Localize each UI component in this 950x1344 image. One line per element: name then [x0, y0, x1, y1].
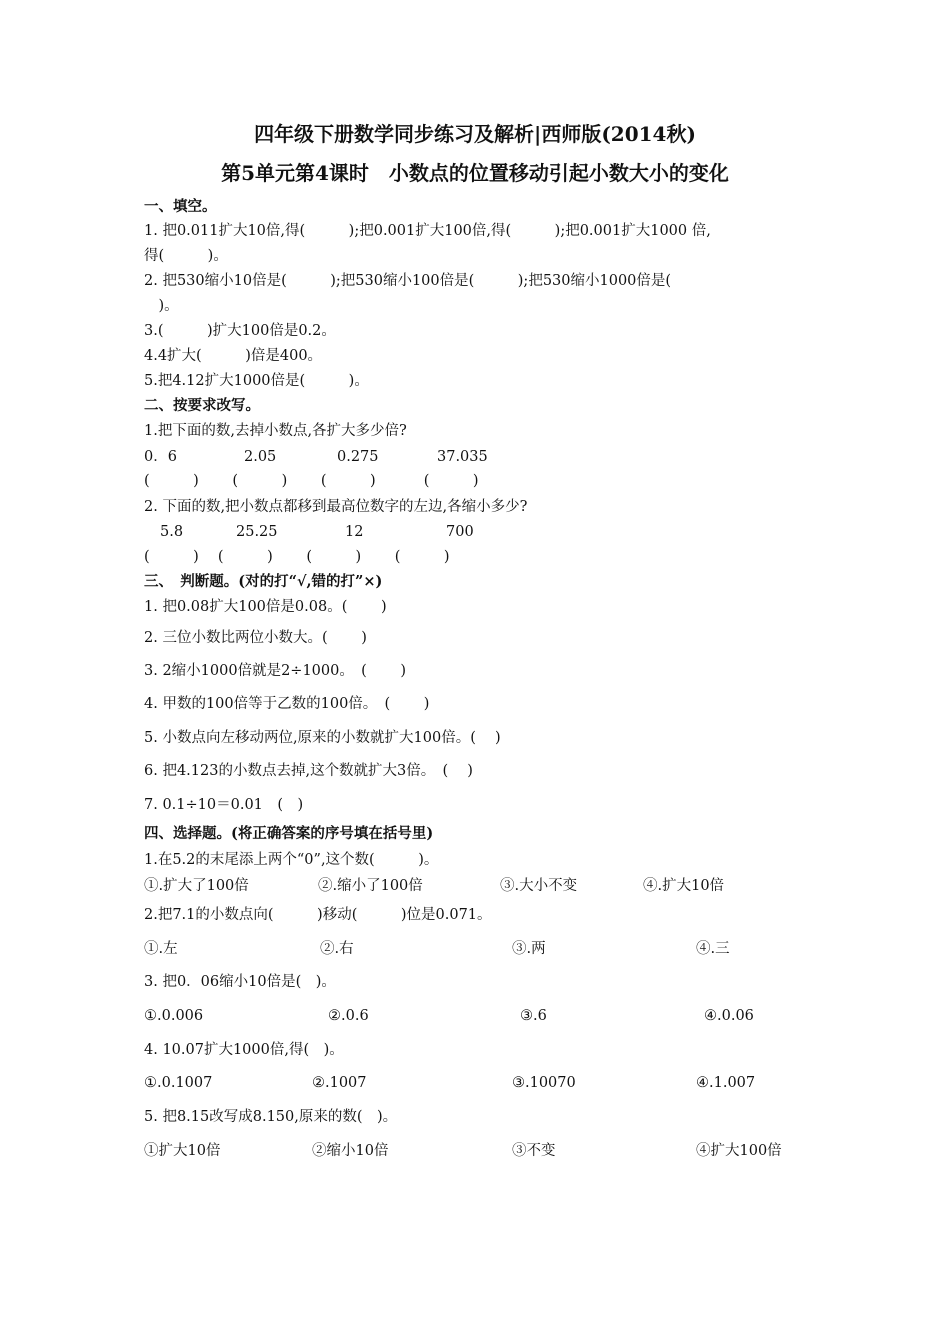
section-heading-1: 一、填空。: [144, 198, 217, 215]
judgement-item: 5. 小数点向左移动两位,原来的小数就扩大100倍。( ): [144, 730, 501, 746]
page-title: 四年级下册数学同步练习及解析|西师版(2014秋): [254, 122, 696, 146]
question-text: 1.把下面的数,去掉小数点,各扩大多少倍?: [144, 423, 407, 439]
option-4: ④.三: [696, 941, 730, 957]
judgement-item: 4. 甲数的100倍等于乙数的100倍。 ( ): [144, 696, 430, 712]
section-heading-3: 三、 判断题。(对的打“√,错的打”×): [144, 573, 383, 590]
judgement-item: 6. 把4.123的小数点去掉,这个数就扩大3倍。 ( ): [144, 763, 473, 779]
question-text: 得( )。: [144, 248, 228, 264]
question-text: 2.把7.1的小数点向( )移动( )位是0.071。: [144, 907, 492, 923]
question-text: 4. 10.07扩大1000倍,得( )。: [144, 1042, 344, 1058]
option-1: ①扩大10倍: [144, 1143, 221, 1159]
number-item: 700: [446, 524, 474, 540]
question-text: 3.( )扩大100倍是0.2。: [144, 323, 336, 339]
question-text: 2. 下面的数,把小数点都移到最高位数字的左边,各缩小多少?: [144, 499, 528, 515]
judgement-item: 1. 把0.08扩大100倍是0.08。( ): [144, 599, 387, 615]
option-1: ①.左: [144, 941, 178, 957]
option-2: ②.右: [320, 941, 354, 957]
question-text: 5. 把8.15改写成8.150,原来的数( )。: [144, 1109, 398, 1125]
question-text: 4.4扩大( )倍是400。: [144, 348, 323, 364]
question-text: 5.把4.12扩大1000倍是( )。: [144, 373, 369, 389]
number-item: 5.8: [160, 524, 184, 540]
question-text: )。: [144, 298, 179, 314]
option-2: ②.缩小了100倍: [318, 878, 423, 894]
option-3: ③.两: [512, 941, 546, 957]
option-4: ④.0.06: [704, 1008, 754, 1024]
option-4: ④.1.007: [696, 1075, 756, 1091]
option-4: ④扩大100倍: [696, 1143, 782, 1159]
option-3: ③.大小不变: [500, 878, 578, 894]
option-3: ③不变: [512, 1143, 556, 1159]
section-heading-4: 四、选择题。(将正确答案的序号填在括号里): [144, 825, 434, 842]
option-3: ③.6: [520, 1008, 547, 1024]
number-item: 12: [345, 524, 364, 540]
question-text: 1. 把0.011扩大10倍,得( );把0.001扩大100倍,得( );把0.001扩大1000 倍,: [144, 223, 711, 239]
number-item: 0.275: [337, 449, 379, 465]
option-1: ①.扩大了100倍: [144, 878, 249, 894]
question-text: 2. 把530缩小10倍是( );把530缩小100倍是( );把530缩小1000倍是(: [144, 273, 672, 289]
option-4: ④.扩大10倍: [643, 878, 725, 894]
judgement-item: 3. 2缩小1000倍就是2÷1000。 ( ): [144, 663, 407, 679]
number-item: 2.05: [244, 449, 277, 465]
number-item: 25.25: [236, 524, 278, 540]
question-text: 1.在5.2的末尾添上两个“0”,这个数( )。: [144, 852, 439, 868]
option-3: ③.10070: [512, 1075, 576, 1091]
section-heading-2: 二、按要求改写。: [144, 397, 260, 414]
judgement-item: 7. 0.1÷10＝0.01 ( ): [144, 797, 304, 813]
number-item: 0．6: [144, 449, 177, 465]
number-item: 37.035: [437, 449, 488, 465]
judgement-item: 2. 三位小数比两位小数大。( ): [144, 630, 367, 646]
answer-parens: ( ) ( ) ( ) ( ): [144, 473, 479, 489]
option-2: ②缩小10倍: [312, 1143, 389, 1159]
page-subtitle: 第5单元第4课时 小数点的位置移动引起小数大小的变化: [221, 161, 729, 185]
question-text: 3. 把0．06缩小10倍是( )。: [144, 974, 336, 990]
option-2: ②.0.6: [328, 1008, 369, 1024]
option-2: ②.1007: [312, 1075, 367, 1091]
option-1: ①.0.006: [144, 1008, 204, 1024]
option-1: ①.0.1007: [144, 1075, 213, 1091]
answer-parens: ( ) ( ) ( ) ( ): [144, 549, 450, 565]
